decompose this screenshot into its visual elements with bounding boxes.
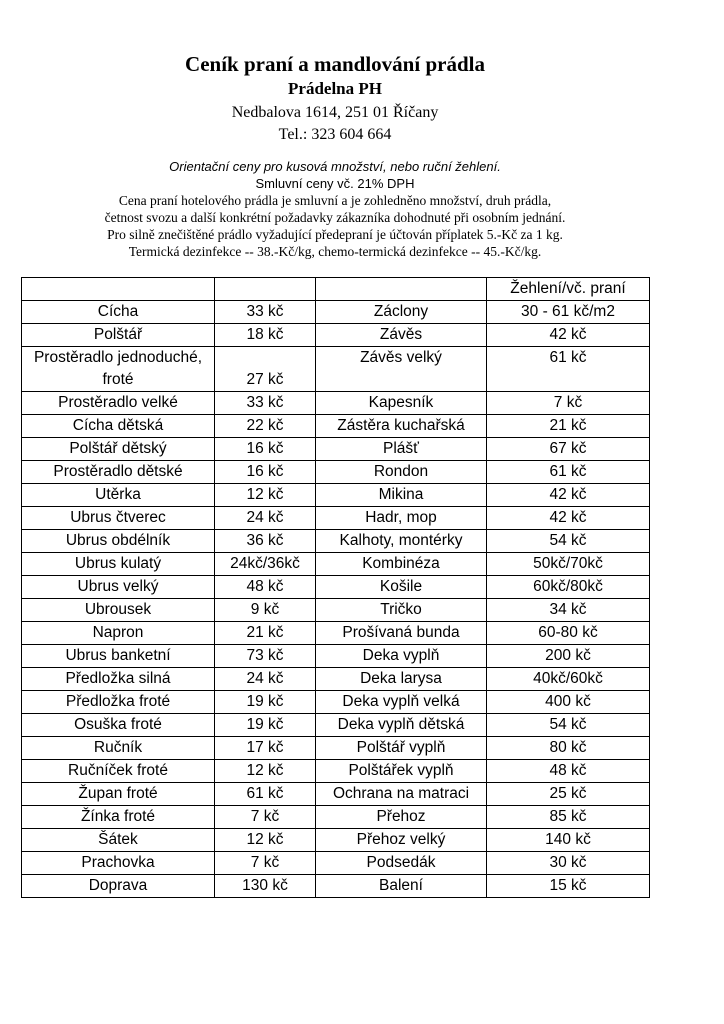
item-price-wash: 24 kč <box>215 507 316 530</box>
item-name-ironing: Plášť <box>316 438 487 461</box>
item-name-wash: Cícha <box>22 301 215 324</box>
item-name-ironing: Tričko <box>316 599 487 622</box>
item-price-wash: 19 kč <box>215 691 316 714</box>
item-price-wash: 33 kč <box>215 392 316 415</box>
table-row <box>22 347 650 392</box>
item-name-wash: Utěrka <box>22 484 215 507</box>
item-price-ironing: 21 kč <box>487 415 650 438</box>
item-name-ironing: Balení <box>316 875 487 898</box>
table-header-row <box>22 278 650 301</box>
company-phone: Tel.: 323 604 664 <box>278 126 392 143</box>
item-name-ironing: Zástěra kuchařská <box>316 415 487 438</box>
table-row <box>22 324 650 347</box>
table-row <box>22 553 650 576</box>
item-name-ironing: Závěs velký <box>316 347 487 392</box>
table-row <box>22 760 650 783</box>
item-price-wash: 36 kč <box>215 530 316 553</box>
item-price-wash: 16 kč <box>215 461 316 484</box>
item-price-ironing: 400 kč <box>487 691 650 714</box>
item-price-ironing: 30 - 61 kč/m2 <box>487 301 650 324</box>
item-name-ironing: Deka vyplň dětská <box>316 714 487 737</box>
item-price-wash: 24kč/36kč <box>215 553 316 576</box>
item-name-ironing: Přehoz <box>316 806 487 829</box>
item-name-wash: Ubrus velký <box>22 576 215 599</box>
item-price-wash: 48 kč <box>215 576 316 599</box>
document-title: Ceník praní a mandlování prádla <box>185 52 485 76</box>
item-name-ironing: Deka vyplň <box>316 645 487 668</box>
table-row <box>22 829 650 852</box>
item-name-wash: Předložka froté <box>22 691 215 714</box>
item-name-ironing: Záclony <box>316 301 487 324</box>
item-price-wash: 18 kč <box>215 324 316 347</box>
item-name-wash: Ubrus kulatý <box>22 553 215 576</box>
item-name-wash: Polštář <box>22 324 215 347</box>
item-price-ironing: 60-80 kč <box>487 622 650 645</box>
item-price-ironing: 61 kč <box>487 347 650 392</box>
table-row <box>22 301 650 324</box>
note-hotel-1: Cena praní hotelového prádla je smluvní a je zohledněno množství, druh prádla, <box>118 193 552 208</box>
item-name-ironing: Prošívaná bunda <box>316 622 487 645</box>
item-name-ironing: Závěs <box>316 324 487 347</box>
note-surcharge: Pro silně znečištěné prádlo vyžadující předepraní je účtován příplatek 5.-Kč za 1 kg. <box>107 227 563 242</box>
item-name-wash: Prachovka <box>22 852 215 875</box>
item-price-ironing: 85 kč <box>487 806 650 829</box>
item-price-wash: 7 kč <box>215 852 316 875</box>
item-price-wash: 33 kč <box>215 301 316 324</box>
item-name-ironing: Deka larysa <box>316 668 487 691</box>
item-name-ironing: Deka vyplň velká <box>316 691 487 714</box>
item-name-ironing: Polštář vyplň <box>316 737 487 760</box>
item-name-wash: Prostěradlo jednoduché, froté <box>22 347 215 392</box>
item-name-wash: Polštář dětský <box>22 438 215 461</box>
item-price-ironing: 54 kč <box>487 530 650 553</box>
price-table <box>21 277 650 898</box>
item-price-wash: 24 kč <box>215 668 316 691</box>
table-header-cell <box>22 278 215 301</box>
table-row <box>22 530 650 553</box>
item-name-wash: Ubrus čtverec <box>22 507 215 530</box>
item-price-ironing: 42 kč <box>487 507 650 530</box>
item-price-ironing: 80 kč <box>487 737 650 760</box>
note-approximate-prices: Orientační ceny pro kusová množství, nebo ruční žehlení. <box>169 159 501 174</box>
item-name-wash: Prostěradlo velké <box>22 392 215 415</box>
item-price-ironing: 42 kč <box>487 324 650 347</box>
table-row <box>22 461 650 484</box>
table-header-cell <box>215 278 316 301</box>
item-price-ironing: 40kč/60kč <box>487 668 650 691</box>
item-price-ironing: 30 kč <box>487 852 650 875</box>
item-name-ironing: Rondon <box>316 461 487 484</box>
table-row <box>22 875 650 898</box>
item-name-wash: Napron <box>22 622 215 645</box>
note-hotel-2: četnost svozu a další konkrétní požadavky zákazníka dohodnuté při osobním jednání. <box>104 210 566 225</box>
item-price-ironing: 140 kč <box>487 829 650 852</box>
item-price-wash: 17 kč <box>215 737 316 760</box>
item-name-ironing: Kombinéza <box>316 553 487 576</box>
table-header-ironing: Žehlení/vč. praní <box>487 278 650 301</box>
table-row <box>22 783 650 806</box>
item-price-ironing: 34 kč <box>487 599 650 622</box>
item-price-wash: 12 kč <box>215 484 316 507</box>
table-row <box>22 484 650 507</box>
item-name-wash: Ručník <box>22 737 215 760</box>
item-name-wash: Prostěradlo dětské <box>22 461 215 484</box>
item-price-wash: 27 kč <box>215 347 316 392</box>
item-price-ironing: 15 kč <box>487 875 650 898</box>
company-name: Prádelna PH <box>288 79 382 98</box>
table-row <box>22 415 650 438</box>
table-row <box>22 668 650 691</box>
item-name-ironing: Polštářek vyplň <box>316 760 487 783</box>
table-row <box>22 507 650 530</box>
table-row <box>22 852 650 875</box>
item-name-ironing: Košile <box>316 576 487 599</box>
item-price-ironing: 54 kč <box>487 714 650 737</box>
item-price-wash: 21 kč <box>215 622 316 645</box>
item-name-ironing: Mikina <box>316 484 487 507</box>
item-price-ironing: 42 kč <box>487 484 650 507</box>
table-row <box>22 576 650 599</box>
item-price-ironing: 48 kč <box>487 760 650 783</box>
table-header-cell <box>316 278 487 301</box>
item-name-wash: Cícha dětská <box>22 415 215 438</box>
item-price-ironing: 25 kč <box>487 783 650 806</box>
item-price-wash: 12 kč <box>215 760 316 783</box>
item-price-ironing: 200 kč <box>487 645 650 668</box>
item-name-wash: Ubrousek <box>22 599 215 622</box>
item-name-wash: Ručníček froté <box>22 760 215 783</box>
item-price-ironing: 50kč/70kč <box>487 553 650 576</box>
item-name-wash: Ubrus banketní <box>22 645 215 668</box>
table-row <box>22 438 650 461</box>
company-address: Nedbalova 1614, 251 01 Říčany <box>231 104 439 121</box>
item-name-wash: Doprava <box>22 875 215 898</box>
table-row <box>22 392 650 415</box>
pricing-notes <box>0 158 670 260</box>
item-name-wash: Osuška froté <box>22 714 215 737</box>
table-row <box>22 691 650 714</box>
item-name-ironing: Hadr, mop <box>316 507 487 530</box>
table-row <box>22 737 650 760</box>
item-price-wash: 22 kč <box>215 415 316 438</box>
table-row <box>22 622 650 645</box>
item-price-wash: 19 kč <box>215 714 316 737</box>
item-name-wash: Ubrus obdélník <box>22 530 215 553</box>
item-price-wash: 130 kč <box>215 875 316 898</box>
item-name-ironing: Přehoz velký <box>316 829 487 852</box>
item-price-wash: 16 kč <box>215 438 316 461</box>
item-price-ironing: 67 kč <box>487 438 650 461</box>
item-name-wash: Žínka froté <box>22 806 215 829</box>
table-row <box>22 806 650 829</box>
item-price-wash: 9 kč <box>215 599 316 622</box>
document-header <box>0 50 670 146</box>
item-name-wash: Župan froté <box>22 783 215 806</box>
note-disinfection: Termická dezinfekce -- 38.-Kč/kg, chemo-termická dezinfekce -- 45.-Kč/kg. <box>128 244 542 259</box>
item-name-ironing: Kalhoty, montérky <box>316 530 487 553</box>
item-price-wash: 61 kč <box>215 783 316 806</box>
item-name-wash: Šátek <box>22 829 215 852</box>
table-row <box>22 714 650 737</box>
table-row <box>22 599 650 622</box>
item-price-ironing: 7 kč <box>487 392 650 415</box>
item-price-ironing: 61 kč <box>487 461 650 484</box>
item-price-wash: 12 kč <box>215 829 316 852</box>
item-name-wash: Předložka silná <box>22 668 215 691</box>
item-name-ironing: Kapesník <box>316 392 487 415</box>
item-name-ironing: Podsedák <box>316 852 487 875</box>
item-price-wash: 73 kč <box>215 645 316 668</box>
table-row <box>22 645 650 668</box>
item-price-ironing: 60kč/80kč <box>487 576 650 599</box>
note-vat: Smluvní ceny vč. 21% DPH <box>255 176 415 191</box>
item-name-ironing: Ochrana na matraci <box>316 783 487 806</box>
item-price-wash: 7 kč <box>215 806 316 829</box>
